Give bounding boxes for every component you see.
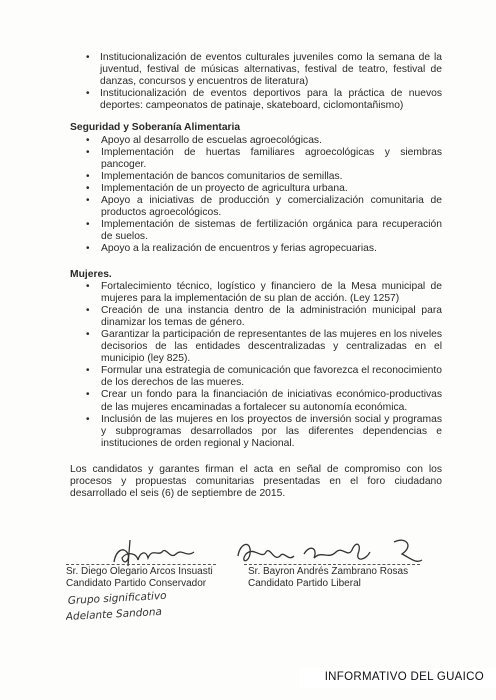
signature-block [66, 532, 446, 642]
list-item: • Implementación de huertas familiares agroecológicas y siembras pancoger. [86, 146, 442, 170]
list-item: • Implementación de bancos comunitarios de semillas. [86, 170, 343, 182]
bullet: • [86, 328, 90, 340]
bullet: • [86, 52, 90, 63]
bullet: • [86, 413, 90, 425]
signature-line-left [66, 564, 216, 565]
signatory-right-name: Sr. Bayron Andrés Zambrano Rosas [248, 566, 409, 577]
list-item: • Inclusión de las mujeres en los proyectos de inversión social y programas y subprogramas desarrollados por las diferentes dependencias e instituciones de orden regional y Nacional. [86, 413, 442, 449]
bullet: • [86, 365, 90, 377]
list-item: • Institucionalización de eventos culturales juveniles como la semana de la juventud, festival de músicas alternativas, festival de teatro, festival de danzas, concursos y encuentros de literatura) [86, 52, 442, 88]
list-item: • Institucionalización de eventos deportivos para la práctica de nuevos deportes: campeonatos de patinaje, skateboard, ciclomontañismo) [86, 88, 442, 112]
list-item: • Garantizar la participación de representantes de las mujeres en los niveles decisorios de las entidades descentralizadas y centralizadas en el municipio (ley 825). [86, 328, 442, 365]
section-title-seguridad: Seguridad y Soberanía Alimentaria [70, 122, 241, 134]
mujeres-list [70, 281, 442, 450]
list-item: • Fortalecimiento técnico, logístico y financiero de la Mesa municipal de mujeres para la implementación de su plan de acción. (Ley 1257) [86, 280, 442, 304]
signatory-left-role: Candidato Partido Conservador [66, 578, 207, 589]
document-body [70, 52, 442, 510]
closing-paragraph: Los candidatos y garantes firman el acta en señal de compromiso con los procesos y propuestas comunitarias presentadas en el foro ciudadano desarrollado el seis (6) de septiembre de 2015. [70, 463, 442, 500]
list-item: • Formular una estrategia de comunicación que favorezca el reconocimiento de los derechos de las mueres. [86, 365, 442, 389]
signature-right [238, 540, 422, 561]
bullet: • [86, 134, 90, 146]
list-item: • Apoyo al desarrollo de escuelas agroecológicas. [86, 134, 322, 146]
bullet: • [86, 243, 90, 255]
handwritten-note-line2: Adelante Sandona [66, 605, 163, 623]
bullet: • [86, 304, 90, 316]
signature-left [114, 540, 194, 566]
list-item: • Creación de una instancia dentro de la administración municipal para dinamizar los temas de género. [86, 304, 442, 328]
footer-caption: INFORMATIVO DEL GUAICO [324, 671, 484, 683]
seguridad-list [70, 135, 442, 256]
signatory-right-role: Candidato Partido Liberal [248, 578, 361, 589]
cultura-list [70, 52, 442, 112]
handwritten-note-line1: Grupo significativo [67, 589, 167, 607]
section-title-mujeres: Mujeres. [70, 268, 112, 280]
signatory-left-name: Sr. Diego Olegario Arcos Insuasti [66, 566, 213, 577]
bullet: • [86, 280, 90, 292]
list-item: • Apoyo a iniciativas de producción y comercialización comunitaria de productos agroecológicos. [86, 195, 442, 219]
signature-line-right [244, 564, 420, 565]
list-item: • Apoyo a la realización de encuentros y ferias agropecuarias. [86, 243, 377, 255]
bullet: • [86, 182, 90, 194]
bullet: • [86, 195, 90, 207]
bullet: • [86, 88, 90, 100]
list-item: • Implementación de sistemas de fertilización orgánica para recuperación de suelos. [86, 219, 442, 243]
bullet: • [86, 389, 90, 401]
bullet: • [86, 219, 90, 231]
bullet: • [86, 146, 90, 158]
bullet: • [86, 170, 90, 182]
list-item: • Implementación de un proyecto de agricultura urbana. [86, 182, 348, 194]
list-item: • Crear un fondo para la financiación de iniciativas económico-productivas de las mujeres encaminadas a fortalecer su autonomía económica. [86, 389, 442, 413]
